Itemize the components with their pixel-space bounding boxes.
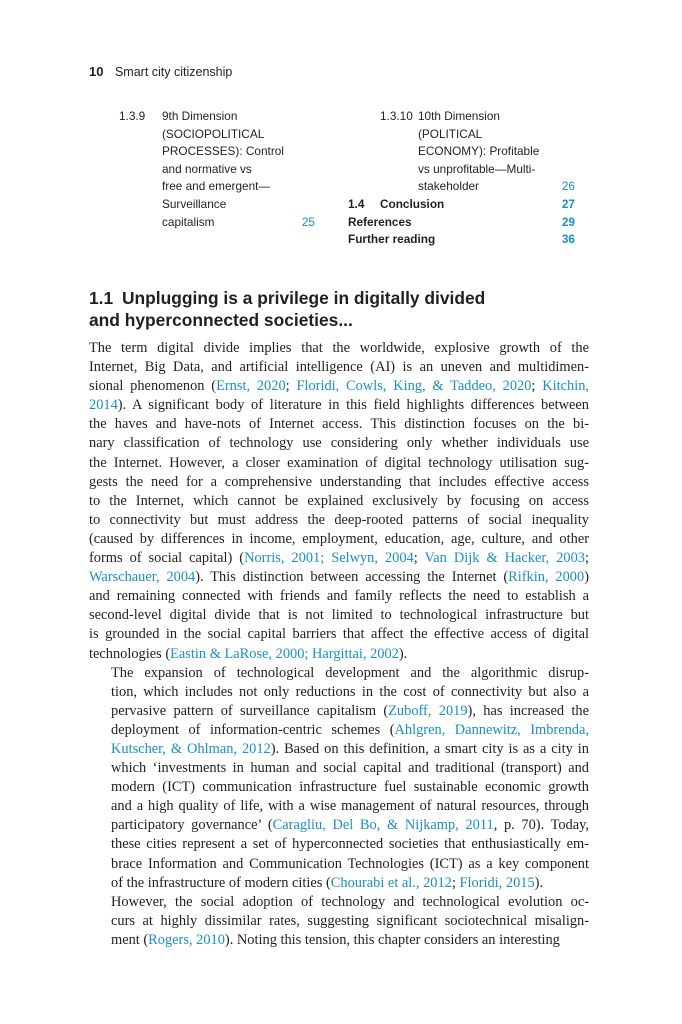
text-run: is grounded in the social capital barriers that affect the effective access of digital (89, 626, 589, 643)
toc-column-left (119, 108, 315, 231)
toc-line: capitalism (162, 214, 215, 229)
text-run: ). (398, 645, 408, 662)
toc-line: ECONOMY): Profitable (418, 144, 540, 159)
text-run: gests the need for a comprehensive understanding that includes effective access (89, 473, 589, 490)
citation-link[interactable]: Kutscher, & Ohlman, 2012 (111, 740, 271, 757)
text-run: to the Internet, which cannot be explained exclusively by focusing on access (89, 492, 589, 509)
text-line (89, 835, 589, 854)
toc-line: vs unprofitable—Multi- (418, 161, 536, 176)
text-run: , p. 70). Today, (493, 817, 589, 834)
toc-entry-number: 1.3.10 (380, 109, 413, 123)
text-run: to connectivity but must address the deep-rooted patterns of social inequality (89, 511, 589, 528)
text-run: the haves and have-nots of Internet access. This distinction focuses on the bi- (89, 416, 589, 433)
toc-line: Surveillance (162, 196, 227, 211)
section-heading (89, 288, 589, 331)
text-run: ). Noting this tension, this chapter considers an interesting (224, 931, 560, 948)
text-line (89, 797, 589, 816)
text-run: deployment of information-centric schemes ( (111, 721, 395, 738)
text-line (89, 778, 589, 797)
text-line (89, 645, 589, 664)
text-run: ; (584, 550, 589, 567)
section-title-line-2: and hyperconnected societies... (89, 309, 353, 330)
text-line (89, 816, 589, 835)
text-run: and remaining connected with friends and family reflects the need to establish a (89, 588, 589, 605)
text-run: which ‘investments in human and social capital and traditional (transport) and (111, 760, 589, 777)
text-line (89, 568, 589, 587)
citation-link[interactable]: Ernst, 2020 (216, 378, 286, 395)
toc-line: 10th Dimension (418, 109, 500, 123)
toc-entry-title: References (348, 214, 412, 229)
toc-entry-number: 1.4 (348, 196, 365, 211)
citation-link[interactable]: Zuboff, 2019 (388, 702, 468, 719)
text-line (89, 473, 589, 492)
citation-link[interactable]: Warschauer, 2004 (89, 569, 196, 586)
text-run: ) (584, 569, 589, 586)
toc-page-number[interactable]: 25 (301, 214, 315, 229)
toc-entry-conclusion[interactable] (348, 196, 575, 214)
toc-entry-1-3-9[interactable] (119, 108, 315, 231)
text-line (89, 549, 589, 568)
text-line (89, 511, 589, 530)
toc-entry-1-3-10[interactable] (348, 108, 575, 196)
text-run: forms of social capital) ( (89, 550, 245, 567)
text-run: second-level digital divide that is not limited to technological infrastructure but (89, 607, 589, 624)
text-line (89, 434, 589, 453)
toc-line: PROCESSES): Control (162, 144, 284, 159)
text-line (89, 683, 589, 702)
text-run: (caused by differences in income, employment, education, age, culture, and other (89, 530, 589, 547)
page-number: 10 (89, 64, 104, 79)
toc-line: (POLITICAL (418, 126, 483, 141)
toc-entry-references[interactable] (348, 214, 575, 232)
text-run: Internet, Big Data, and artificial intelligence (AI) is an uneven and multidimen- (89, 359, 589, 376)
toc-entry-title: Further reading (348, 232, 436, 247)
text-line (89, 587, 589, 606)
text-line (89, 740, 589, 759)
citation-link[interactable]: Kitchin, (542, 378, 589, 395)
toc-page-number[interactable]: 29 (561, 214, 575, 229)
running-head (89, 64, 232, 79)
text-run: participatory governance’ ( (111, 817, 273, 834)
citation-link[interactable]: Eastin & LaRose, 2000; Hargittai, 2002 (170, 645, 399, 662)
text-run: the Internet. However, a closer examination of digital technology utilisation sug- (89, 454, 589, 471)
text-line (89, 874, 589, 893)
toc-entry-title: Conclusion (380, 196, 445, 211)
text-run: brace Information and Communication Technologies (ICT) as a key component (111, 855, 589, 872)
citation-link[interactable]: 2014 (89, 397, 118, 414)
toc-line: stakeholder (418, 179, 479, 194)
paragraph-2 (89, 664, 589, 893)
citation-link[interactable]: Floridi, 2015 (459, 874, 535, 891)
toc-entry-title (418, 108, 575, 196)
text-line (89, 625, 589, 644)
text-run: ). (534, 874, 544, 891)
citation-link[interactable]: Rogers, 2010 (148, 931, 225, 948)
citation-link[interactable]: Caragliu, Del Bo, & Nijkamp, 2011 (272, 817, 494, 834)
text-line (89, 721, 589, 740)
paragraph-3 (89, 893, 589, 950)
body-text (89, 339, 589, 950)
toc-entry-further-reading[interactable] (348, 231, 575, 249)
text-line (89, 759, 589, 778)
text-run: nary classification of technology use considering only whether individuals use (89, 435, 589, 452)
text-run: and a high quality of life, with a wise management of natural resources, through (111, 798, 589, 815)
text-run: The expansion of technological development and the algorithmic disrup- (111, 664, 589, 681)
citation-link[interactable]: Norris, 2001; Selwyn, 2004 (244, 550, 414, 567)
citation-link[interactable]: Ahlgren, Dannewitz, Imbrenda, (394, 721, 589, 738)
text-line (89, 396, 589, 415)
text-line (89, 492, 589, 511)
text-run: ). Based on this definition, a smart city is as a city in (270, 740, 589, 757)
text-run: ; (413, 550, 425, 567)
text-run: these cities represent a set of hyperconnected societies that enthusiastically em- (111, 836, 589, 853)
toc-page-number[interactable]: 26 (561, 179, 575, 194)
text-line (89, 912, 589, 931)
text-run: of the infrastructure of modern cities ( (111, 874, 331, 891)
citation-link[interactable]: Rifkin, 2000 (508, 569, 585, 586)
toc-entry-number: 1.3.9 (119, 109, 146, 123)
text-line (89, 339, 589, 358)
text-line (89, 931, 589, 950)
text-run: ; (451, 874, 460, 891)
citation-link[interactable]: Van Dijk & Hacker, 2003 (424, 550, 585, 567)
toc-entry-title (162, 108, 315, 231)
text-run: The term digital divide implies that the worldwide, explosive growth of the (89, 340, 589, 356)
text-line (89, 530, 589, 549)
text-run: ; (531, 378, 543, 395)
paragraph-1 (89, 339, 589, 664)
running-title: Smart city citizenship (114, 65, 233, 79)
toc-line: (SOCIOPOLITICAL (162, 126, 265, 141)
section-number: 1.1 (89, 288, 114, 308)
text-run: curs at highly dissimilar rates, suggesting significant sociotechnical misalign- (111, 912, 589, 929)
text-run: sional phenomenon ( (89, 378, 217, 395)
text-line (89, 415, 589, 434)
text-line (89, 702, 589, 721)
citation-link[interactable]: Chourabi et al., 2012 (330, 874, 452, 891)
text-line (89, 606, 589, 625)
text-run: ). This distinction between accessing the Internet ( (195, 569, 509, 586)
citation-link[interactable]: Floridi, Cowls, King, & Taddeo, 2020 (296, 378, 532, 395)
text-run: ; (285, 378, 297, 395)
toc-line: 9th Dimension (162, 109, 238, 123)
text-line (89, 377, 589, 396)
section-title-line-1: Unplugging is a privilege in digitally divided (122, 288, 486, 308)
text-run: ), has increased the (467, 702, 589, 719)
toc-column-right (348, 108, 575, 249)
text-line (89, 855, 589, 874)
text-run: ). A significant body of literature in this field highlights differences between (117, 397, 589, 414)
toc-line: free and emergent— (162, 179, 271, 194)
text-run: tion, which includes not only reductions in the cost of connectivity but also a (111, 683, 589, 700)
text-run: technologies ( (89, 645, 171, 662)
text-run: modern (ICT) communication infrastructure fuel sustainable economic growth (111, 779, 589, 796)
toc-page-number[interactable]: 36 (561, 232, 575, 247)
text-run: ment ( (111, 931, 149, 948)
text-run: pervasive pattern of surveillance capitalism ( (111, 702, 389, 719)
text-line (89, 893, 589, 912)
toc-line: and normative vs (162, 161, 252, 176)
toc-page-number[interactable]: 27 (561, 196, 575, 211)
text-run: However, the social adoption of technology and technological evolution oc- (111, 893, 589, 910)
text-line (89, 664, 589, 683)
text-line (89, 454, 589, 473)
text-line (89, 358, 589, 377)
